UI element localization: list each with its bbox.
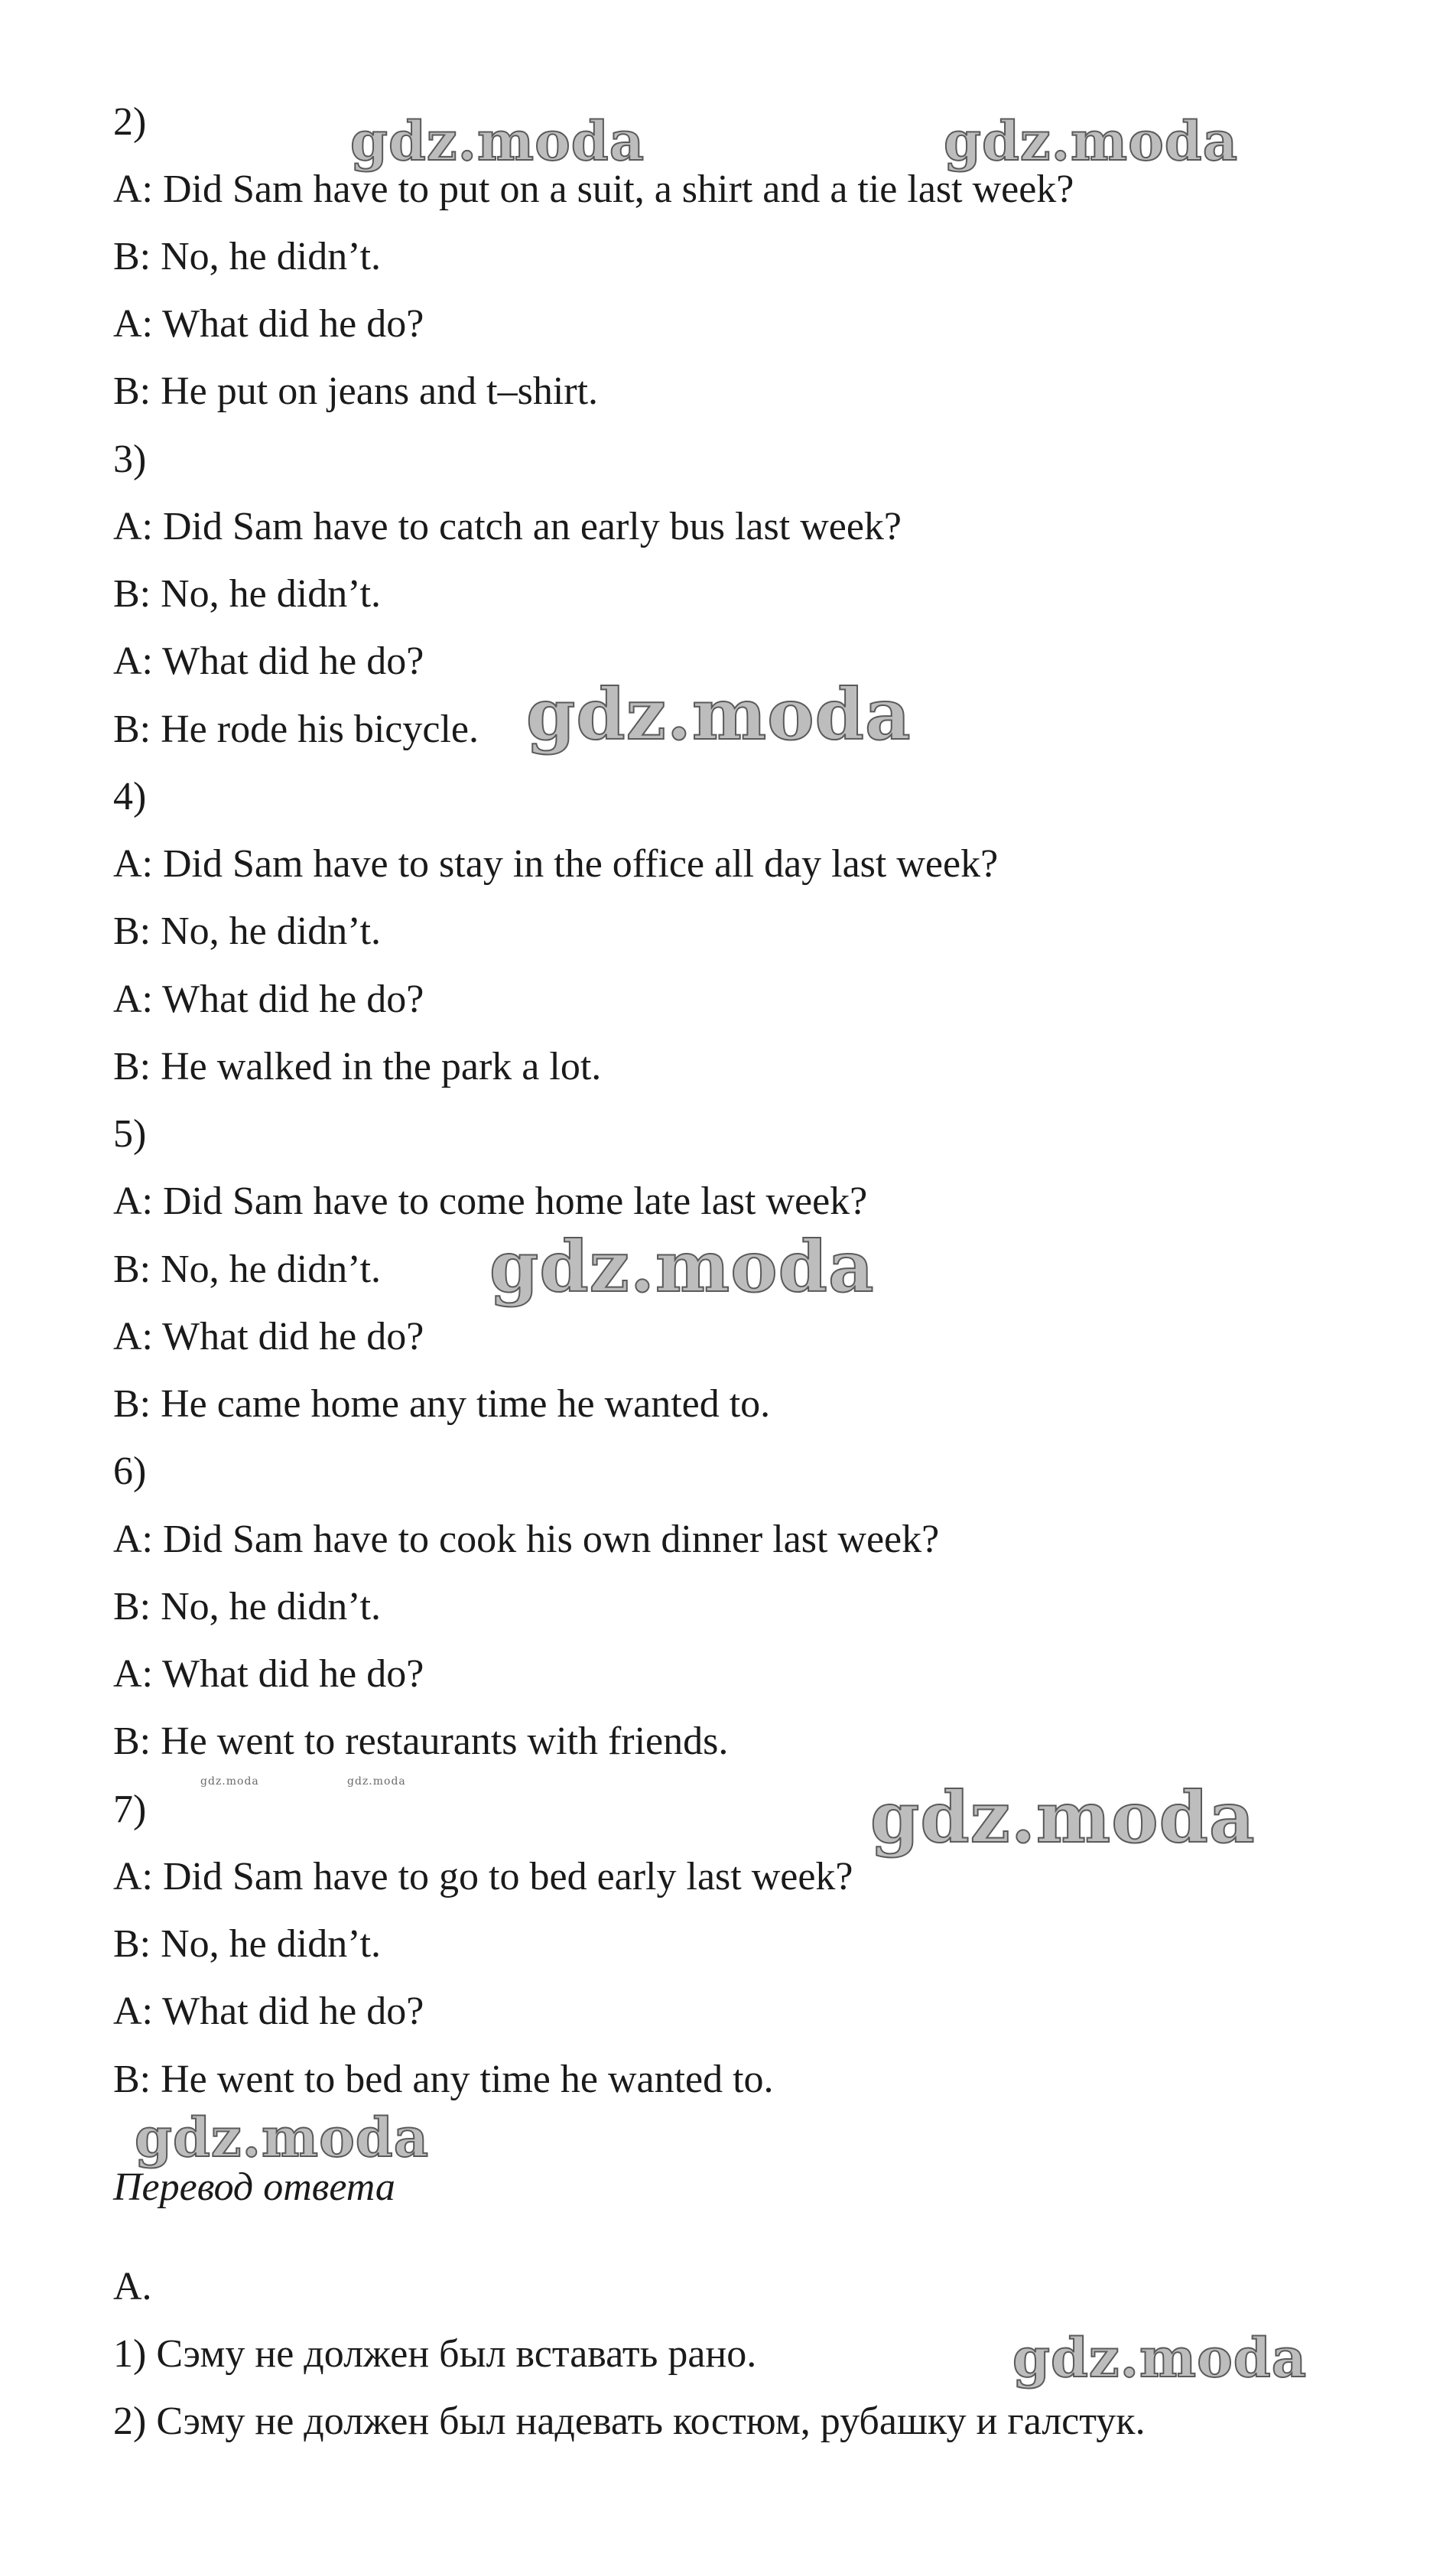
watermark: gdz.moda: [489, 1225, 875, 1308]
watermark: gdz.moda: [1012, 2326, 1308, 2390]
dialogue-line: A: What did he do?: [113, 1652, 424, 1696]
item-number-5: 5): [113, 1112, 147, 1156]
watermark: gdz.moda: [200, 1775, 259, 1788]
watermark: gdz.moda: [347, 1775, 406, 1788]
dialogue-line: A: What did he do?: [113, 978, 424, 1021]
item-number-4: 4): [113, 775, 147, 818]
item-number-3: 3): [113, 438, 147, 481]
watermark: gdz.moda: [135, 2106, 430, 2169]
dialogue-line: A: What did he do?: [113, 1990, 424, 2033]
dialogue-line: A: What did he do?: [113, 1315, 424, 1358]
dialogue-line: A: Did Sam have to put on a suit, a shirt and a tie last week?: [113, 168, 1074, 211]
dialogue-line: B: No, he didn’t.: [113, 1248, 382, 1291]
dialogue-line: B: No, he didn’t.: [113, 572, 382, 616]
item-number-6: 6): [113, 1449, 147, 1493]
dialogue-line: A: What did he do?: [113, 639, 424, 683]
translation-heading: Перевод ответа: [113, 2165, 395, 2209]
item-number-7: 7): [113, 1788, 147, 1831]
dialogue-line: B: No, he didn’t.: [113, 235, 382, 278]
dialogue-line: B: He rode his bicycle.: [113, 708, 479, 751]
dialogue-line: A: Did Sam have to come home late last week?: [113, 1179, 868, 1223]
dialogue-line: A: Did Sam have to catch an early bus last week?: [113, 505, 902, 548]
translation-line: 1) Сэму не должен был вставать рано.: [113, 2332, 757, 2376]
watermark: gdz.moda: [526, 673, 912, 756]
dialogue-line: A: What did he do?: [113, 302, 424, 346]
dialogue-line: A: Did Sam have to stay in the office all day last week?: [113, 842, 999, 886]
watermark: gdz.moda: [944, 109, 1239, 173]
dialogue-line: B: He walked in the park a lot.: [113, 1045, 602, 1088]
translation-section-label: A.: [113, 2265, 152, 2308]
dialogue-line: B: He went to restaurants with friends.: [113, 1719, 729, 1763]
dialogue-line: B: No, he didn’t.: [113, 909, 382, 953]
dialogue-line: B: He went to bed any time he wanted to.: [113, 2058, 774, 2101]
watermark: gdz.moda: [870, 1776, 1256, 1859]
dialogue-line: B: He put on jeans and t–shirt.: [113, 369, 599, 413]
dialogue-line: B: He came home any time he wanted to.: [113, 1382, 771, 1426]
dialogue-line: B: No, he didn’t.: [113, 1922, 382, 1966]
watermark: gdz.moda: [350, 109, 645, 173]
item-number-2: 2): [113, 100, 147, 144]
translation-line: 2) Сэму не должен был надевать костюм, рубашку и галстук.: [113, 2399, 1146, 2443]
dialogue-line: B: No, he didn’t.: [113, 1585, 382, 1628]
dialogue-line: A: Did Sam have to cook his own dinner last week?: [113, 1518, 940, 1561]
dialogue-line: A: Did Sam have to go to bed early last week?: [113, 1855, 853, 1898]
